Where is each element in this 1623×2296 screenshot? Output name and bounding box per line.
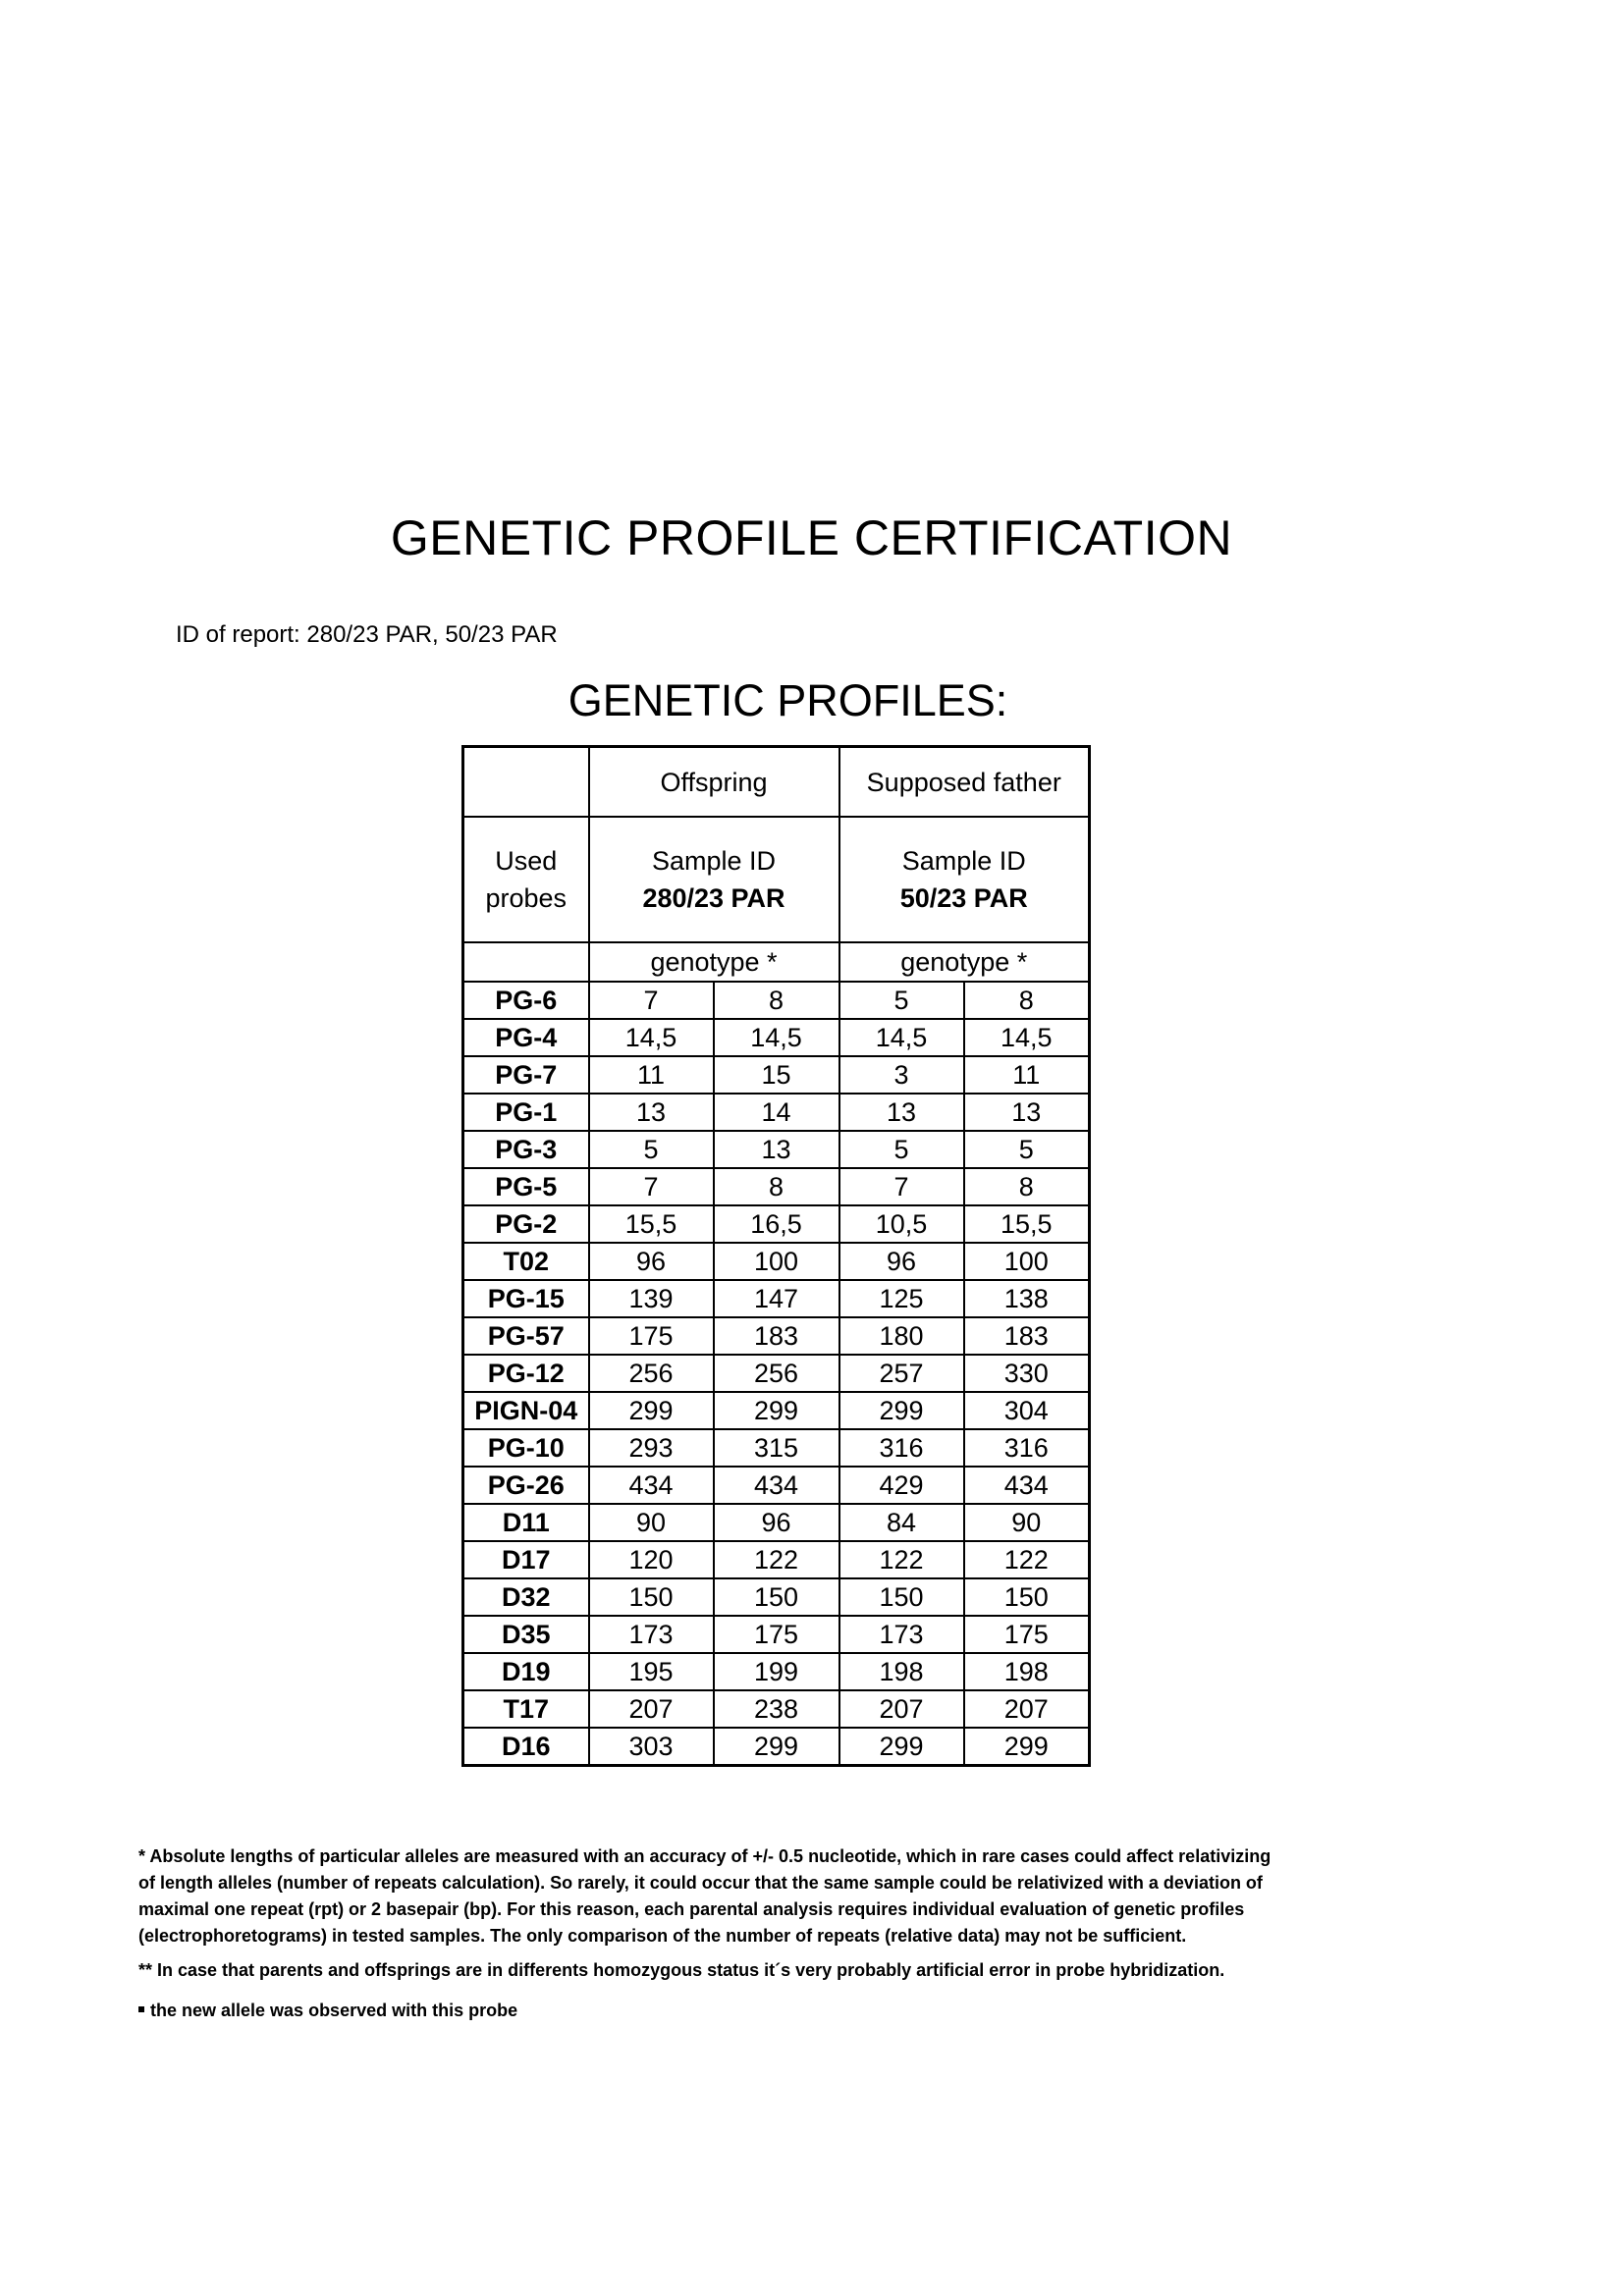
offspring-allele-2-cell: 238 [714, 1690, 839, 1728]
probe-cell: PG-15 [463, 1280, 589, 1317]
offspring-allele-2-cell: 199 [714, 1653, 839, 1690]
father-allele-2-cell: 183 [964, 1317, 1090, 1355]
father-allele-1-cell: 5 [839, 1131, 964, 1168]
father-allele-2-cell: 15,5 [964, 1205, 1090, 1243]
genotype-row [463, 942, 1090, 982]
father-allele-2-cell: 5 [964, 1131, 1090, 1168]
probe-cell: D19 [463, 1653, 589, 1690]
father-allele-2-cell: 304 [964, 1392, 1090, 1429]
report-id: ID of report: 280/23 PAR, 50/23 PAR [176, 621, 558, 648]
offspring-allele-1-cell: 120 [589, 1541, 714, 1578]
table-row [463, 1467, 1090, 1504]
offspring-allele-2-cell: 14 [714, 1094, 839, 1131]
empty-genotype-cell [463, 942, 589, 982]
offspring-allele-2-cell: 16,5 [714, 1205, 839, 1243]
offspring-allele-1-cell: 434 [589, 1467, 714, 1504]
table-row [463, 1205, 1090, 1243]
father-allele-2-cell: 316 [964, 1429, 1090, 1467]
father-allele-1-cell: 173 [839, 1616, 964, 1653]
offspring-sample-cell [589, 817, 839, 942]
accuracy-note [138, 1843, 1385, 1949]
father-allele-1-cell: 299 [839, 1392, 964, 1429]
accuracy-note-line: of length alleles (number of repeats calculation). So rarely, it could occur that the same sample could be relativized with a deviation of [138, 1873, 1263, 1893]
offspring-allele-2-cell: 13 [714, 1131, 839, 1168]
table-row [463, 1392, 1090, 1429]
father-allele-2-cell: 14,5 [964, 1019, 1090, 1056]
accuracy-note-line: * Absolute lengths of particular alleles are measured with an accuracy of +/- 0.5 nucleotide, which in rare cases could affect relativizing [138, 1846, 1271, 1866]
table-row [463, 1355, 1090, 1392]
offspring-allele-2-cell: 175 [714, 1616, 839, 1653]
offspring-allele-1-cell: 13 [589, 1094, 714, 1131]
genetic-profiles-table [461, 745, 1091, 1767]
offspring-allele-2-cell: 100 [714, 1243, 839, 1280]
father-allele-2-cell: 13 [964, 1094, 1090, 1131]
offspring-allele-1-cell: 139 [589, 1280, 714, 1317]
table-row [463, 1280, 1090, 1317]
father-allele-2-cell: 11 [964, 1056, 1090, 1094]
father-allele-1-cell: 150 [839, 1578, 964, 1616]
footnotes [138, 1843, 1385, 2032]
offspring-allele-2-cell: 150 [714, 1578, 839, 1616]
probe-cell: T17 [463, 1690, 589, 1728]
offspring-allele-2-cell: 96 [714, 1504, 839, 1541]
probe-cell: PG-6 [463, 982, 589, 1019]
offspring-allele-1-cell: 303 [589, 1728, 714, 1766]
probe-cell: PG-5 [463, 1168, 589, 1205]
offspring-genotype-label: genotype * [589, 942, 839, 982]
probe-cell: PG-57 [463, 1317, 589, 1355]
table-row [463, 1317, 1090, 1355]
father-allele-1-cell: 84 [839, 1504, 964, 1541]
accuracy-note-line: (electrophoretograms) in tested samples. The only comparison of the number of repeats (relative data) may not be sufficient. [138, 1926, 1187, 1946]
table-row [463, 1504, 1090, 1541]
father-allele-1-cell: 3 [839, 1056, 964, 1094]
father-allele-2-cell: 122 [964, 1541, 1090, 1578]
father-allele-1-cell: 180 [839, 1317, 964, 1355]
father-allele-2-cell: 299 [964, 1728, 1090, 1766]
probe-cell: PG-4 [463, 1019, 589, 1056]
table-row [463, 1094, 1090, 1131]
probe-cell: PG-10 [463, 1429, 589, 1467]
table-row [463, 1653, 1090, 1690]
offspring-allele-2-cell: 147 [714, 1280, 839, 1317]
offspring-allele-1-cell: 293 [589, 1429, 714, 1467]
father-genotype-label: genotype * [839, 942, 1090, 982]
father-allele-1-cell: 299 [839, 1728, 964, 1766]
father-allele-2-cell: 330 [964, 1355, 1090, 1392]
table-row [463, 1690, 1090, 1728]
father-allele-2-cell: 175 [964, 1616, 1090, 1653]
father-allele-2-cell: 198 [964, 1653, 1090, 1690]
offspring-allele-2-cell: 14,5 [714, 1019, 839, 1056]
offspring-allele-1-cell: 175 [589, 1317, 714, 1355]
offspring-allele-1-cell: 5 [589, 1131, 714, 1168]
father-allele-2-cell: 8 [964, 982, 1090, 1019]
table-header-row [463, 747, 1090, 818]
square-bullet-icon [138, 2006, 144, 2012]
father-allele-2-cell: 100 [964, 1243, 1090, 1280]
father-allele-1-cell: 122 [839, 1541, 964, 1578]
table-row [463, 1578, 1090, 1616]
accuracy-note-line: maximal one repeat (rpt) or 2 basepair (bp). For this reason, each parental analysis requires individual evaluation of genetic profiles [138, 1899, 1245, 1919]
offspring-allele-1-cell: 150 [589, 1578, 714, 1616]
father-allele-2-cell: 8 [964, 1168, 1090, 1205]
probe-cell: D11 [463, 1504, 589, 1541]
father-allele-1-cell: 125 [839, 1280, 964, 1317]
offspring-allele-2-cell: 315 [714, 1429, 839, 1467]
used-probes-line1: Used [495, 846, 558, 876]
offspring-allele-1-cell: 195 [589, 1653, 714, 1690]
father-allele-1-cell: 316 [839, 1429, 964, 1467]
father-allele-1-cell: 429 [839, 1467, 964, 1504]
father-allele-1-cell: 10,5 [839, 1205, 964, 1243]
probe-cell: D35 [463, 1616, 589, 1653]
father-allele-1-cell: 96 [839, 1243, 964, 1280]
probe-cell: D16 [463, 1728, 589, 1766]
sample-id-row [463, 817, 1090, 942]
table-row [463, 982, 1090, 1019]
father-allele-1-cell: 207 [839, 1690, 964, 1728]
father-allele-2-cell: 90 [964, 1504, 1090, 1541]
offspring-allele-2-cell: 122 [714, 1541, 839, 1578]
offspring-header: Offspring [589, 747, 839, 818]
offspring-allele-2-cell: 8 [714, 1168, 839, 1205]
used-probes-line2: probes [485, 883, 568, 913]
offspring-allele-1-cell: 299 [589, 1392, 714, 1429]
probe-cell: PG-2 [463, 1205, 589, 1243]
offspring-allele-1-cell: 15,5 [589, 1205, 714, 1243]
offspring-allele-1-cell: 207 [589, 1690, 714, 1728]
table-row [463, 1728, 1090, 1766]
offspring-allele-2-cell: 256 [714, 1355, 839, 1392]
offspring-allele-1-cell: 7 [589, 982, 714, 1019]
offspring-allele-1-cell: 11 [589, 1056, 714, 1094]
father-allele-1-cell: 257 [839, 1355, 964, 1392]
probe-cell: PIGN-04 [463, 1392, 589, 1429]
offspring-allele-2-cell: 183 [714, 1317, 839, 1355]
used-probes-header [463, 817, 589, 942]
father-allele-1-cell: 198 [839, 1653, 964, 1690]
father-allele-1-cell: 7 [839, 1168, 964, 1205]
offspring-allele-2-cell: 299 [714, 1392, 839, 1429]
new-allele-note [138, 1998, 1385, 2024]
father-sample-label: Sample ID [901, 846, 1026, 876]
table-row [463, 1616, 1090, 1653]
table-row [463, 1429, 1090, 1467]
table-row [463, 1019, 1090, 1056]
father-allele-2-cell: 150 [964, 1578, 1090, 1616]
table-row [463, 1168, 1090, 1205]
offspring-sample-label: Sample ID [651, 846, 777, 876]
probe-cell: PG-12 [463, 1355, 589, 1392]
probe-cell: D32 [463, 1578, 589, 1616]
father-sample-cell [839, 817, 1090, 942]
offspring-allele-2-cell: 8 [714, 982, 839, 1019]
father-allele-2-cell: 207 [964, 1690, 1090, 1728]
probe-cell: PG-26 [463, 1467, 589, 1504]
offspring-allele-2-cell: 299 [714, 1728, 839, 1766]
offspring-allele-1-cell: 96 [589, 1243, 714, 1280]
probe-cell: PG-1 [463, 1094, 589, 1131]
father-sample-id: 50/23 PAR [899, 883, 1028, 913]
offspring-allele-1-cell: 256 [589, 1355, 714, 1392]
father-allele-2-cell: 434 [964, 1467, 1090, 1504]
offspring-allele-1-cell: 7 [589, 1168, 714, 1205]
table-row [463, 1056, 1090, 1094]
father-allele-1-cell: 5 [839, 982, 964, 1019]
offspring-sample-id: 280/23 PAR [642, 883, 785, 913]
offspring-allele-2-cell: 15 [714, 1056, 839, 1094]
homozygous-note: ** In case that parents and offsprings are in differents homozygous status it´s very probably artificial error in probe hybridization. [138, 1960, 1225, 1980]
probe-cell: PG-7 [463, 1056, 589, 1094]
father-header: Supposed father [839, 747, 1090, 818]
probe-cell: PG-3 [463, 1131, 589, 1168]
father-allele-1-cell: 14,5 [839, 1019, 964, 1056]
offspring-allele-1-cell: 14,5 [589, 1019, 714, 1056]
father-allele-2-cell: 138 [964, 1280, 1090, 1317]
table-row [463, 1243, 1090, 1280]
table-row [463, 1541, 1090, 1578]
offspring-allele-2-cell: 434 [714, 1467, 839, 1504]
section-title: GENETIC PROFILES: [568, 675, 1008, 725]
probe-cell: T02 [463, 1243, 589, 1280]
empty-header-cell [463, 747, 589, 818]
new-allele-note-text: the new allele was observed with this probe [150, 2001, 518, 2020]
document-title: GENETIC PROFILE CERTIFICATION [390, 510, 1233, 565]
offspring-allele-1-cell: 90 [589, 1504, 714, 1541]
probe-cell: D17 [463, 1541, 589, 1578]
father-allele-1-cell: 13 [839, 1094, 964, 1131]
table-row [463, 1131, 1090, 1168]
offspring-allele-1-cell: 173 [589, 1616, 714, 1653]
